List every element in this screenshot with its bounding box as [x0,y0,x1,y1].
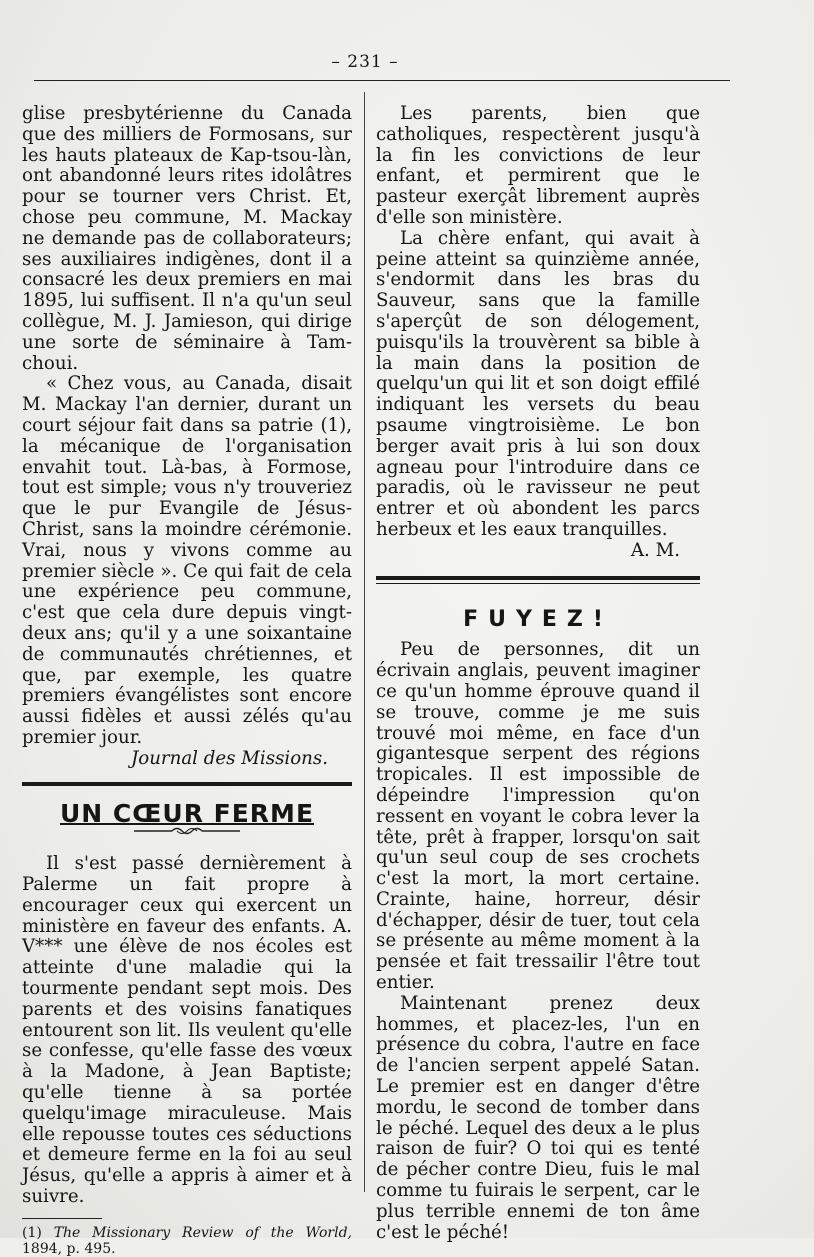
quote-paragraph: « Chez vous, au Canada, disait M. Mackay l'an dernier, durant un court séjour fait dans sa patrie (1), la mécanique de l'organisation envahit tout. Là-bas, à Formose, tout est simple; vous n'y trouveriez que le pur Evangile de Jésus-Christ, sans la moindre cérémonie. Vrai, nous y vivons comme au premier siècle ». Ce qui fait de cela une expérience peu commune, c'est que cela dure depuis vingt-deux ans; qu'il y a une soixantaine de communautés chrétiennes, et que, par exemple, les quatre premiers évangélistes sont encore aussi fidèles et aussi zélés qu'au premier jour. [22,373,352,748]
column-divider [364,92,365,1192]
article-title-coeur-ferme: UN CŒUR FERME [59,798,315,828]
page-number: – 231 – [331,52,399,72]
footnote-rule [22,1218,102,1219]
right-column [376,104,700,1243]
fuyez-paragraph-2: Maintenant prenez deux hommes, et placez-les, l'un en présence du cobra, l'autre en face de l'ancien serpent appelé Satan. Le premier est en danger d'être mordu, le second de tomber dans le péché. Lequel des deux a le plus raison de fuir? O toi qui es tenté de pécher contre Dieu, fuis le mal comme tu fuirais le serpent, car le plus terrible ennemi de ton âme c'est le péché! [376,992,700,1243]
footnote-title: The Missionary Review of the World, [53,1224,353,1241]
ornament-icon [132,826,242,836]
footnote [22,1225,352,1257]
article-title-fuyez: FUYEZ! [463,606,613,632]
footnote-reference: 1894, p. 495. [22,1240,116,1257]
header-rule [34,80,730,81]
child-paragraph: La chère enfant, qui avait à peine atteint sa quinzième année, s'endormit dans les bras du Sauveur, sans que la famille s'aperçût de son délogement, puisqu'ils la trouvèrent sa bible à la main dans la position de quelqu'un qui lit et son doigt effilé indiquant les versets du beau psaume vingtroisième. Le bon berger avait pris à lui son doux agneau pour l'introduire dans ce paradis, où le ravisseur ne peut entrer et où abondent les parcs herbeux et les eaux tranquilles. [376,227,700,540]
signature: A. M. [630,539,680,561]
section-rule [22,782,352,786]
left-column [22,104,352,1257]
fuyez-paragraph-1: Peu de personnes, dit un écrivain anglais, peuvent imaginer ce qu'un homme éprouve quand il se trouve, comme je me suis trouvé moi même, en face d'un gigantesque serpent des régions tropicales. Il est impossible de dépeindre l'impression qu'on ressent en voyant le cobra lever la tête, prêt à frapper, lorsqu'on sait qu'un seul coup de ses crochets c'est la mort, la mort certaine. Crainte, haine, horreur, désir d'échapper, désir de tuer, tout cela se présente au même moment à la pensée et fait tressailir l'être tout entier. [376,639,700,994]
footnote-mark: (1) [22,1224,42,1241]
continuation-paragraph: glise presbytérienne du Canada que des milliers de Formosans, sur les hauts plateaux de Kap-tsou-làn, ont abandonné leurs rites idolâtres pour se tourner vers Christ. Et, chose peu commune, M. Mackay ne demande pas de collaborateurs; ses auxiliaires indigènes, dont il a consacré les deux premiers en mai 1895, lui suffisent. Il n'a qu'un seul collègue, M. J. Jamieson, qui dirige une sorte de séminaire à Tam-choui. [22,103,352,374]
parents-paragraph: Les parents, bien que catholiques, respectèrent jusqu'à la fin les convictions de leur enfant, et permirent que le pasteur exerçât librement auprès d'elle son ministère. [376,103,700,228]
article-body-coeur-ferme: Il s'est passé dernièrement à Palerme un fait propre à encourager ceux qui exercent un ministère en faveur des enfants. A. V*** une élève de nos écoles est atteinte d'une maladie qui la tourmente pendant sept mois. Des parents et des voisins fanatiques entourent son lit. Ils veulent qu'elle se confesse, qu'elle fasse des vœux à la Madone, à Jean Baptiste; qu'elle tienne à sa portée quelqu'image miraculeuse. Mais elle repousse toutes ces séductions et demeure ferme en la foi au seul Jésus, qu'elle a appris à aimer et à suivre. [22,853,352,1208]
source-credit: Journal des Missions. [130,747,328,769]
section-double-rule [376,576,700,584]
